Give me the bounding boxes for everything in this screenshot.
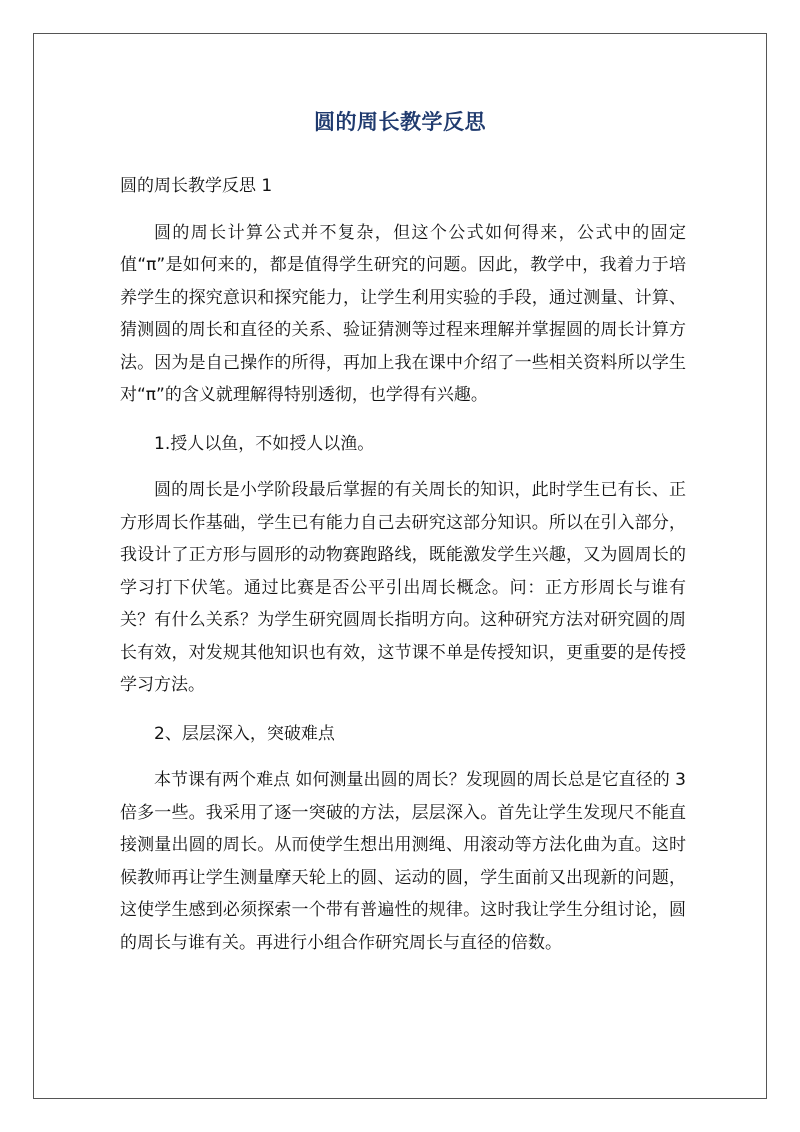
heading-2: 2、层层深入，突破难点 xyxy=(154,723,335,744)
section-title: 圆的周长教学反思 1 xyxy=(120,176,273,196)
paragraph-2: 圆的周长是小学阶段最后掌握的有关周长的知识，此时学生已有长、正方形周长作基础，学生已有能力自己去研究这部分知识。所以在引入部分，我设计了正方形与圆形的动物赛跑路线，既能激发学生兴趣，又为圆周长的学习打下伏笔。通过比赛是否公平引出周长概念。问：正方形周长与谁有关？有什么关系？为学生研究圆周长指明方向。这种研究方法对研究圆的周长有效，对发规其他知识也有效，这节课不单是传授知识，更重要的是传授学习方法。 xyxy=(120,480,686,695)
document-title: 圆的周长教学反思 xyxy=(314,110,486,134)
document-body xyxy=(120,170,686,975)
paragraph-1: 圆的周长计算公式并不复杂，但这个公式如何得来，公式中的固定值“π”是如何来的，都是值得学生研究的问题。因此，教学中，我着力于培养学生的探究意识和探究能力，让学生利用实验的手段，通过测量、计算、猜测圆的周长和直径的关系、验证猜测等过程来理解并掌握圆的周长计算方法。因为是自己操作的所得，再加上我在课中介绍了一些相关资料所以学生对“π”的含义就理解得特别透彻，也学得有兴趣。 xyxy=(120,222,686,405)
paragraph-3: 本节课有两个难点 如何测量出圆的周长？发现圆的周长总是它直径的 3 倍多一些。我采用了逐一突破的方法，层层深入。首先让学生发现尺不能直接测量出圆的周长。从而使学生想出用测绳、用滚动等方法化曲为直。这时候教师再让学生测量摩天轮上的圆、运动的圆，学生面前又出现新的问题，这使学生感到必须探索一个带有普遍性的规律。这时我让学生分组讨论，圆的周长与谁有关。再进行小组合作研究周长与直径的倍数。 xyxy=(120,770,686,953)
heading-1: 1.授人以鱼，不如授人以渔。 xyxy=(154,433,375,454)
